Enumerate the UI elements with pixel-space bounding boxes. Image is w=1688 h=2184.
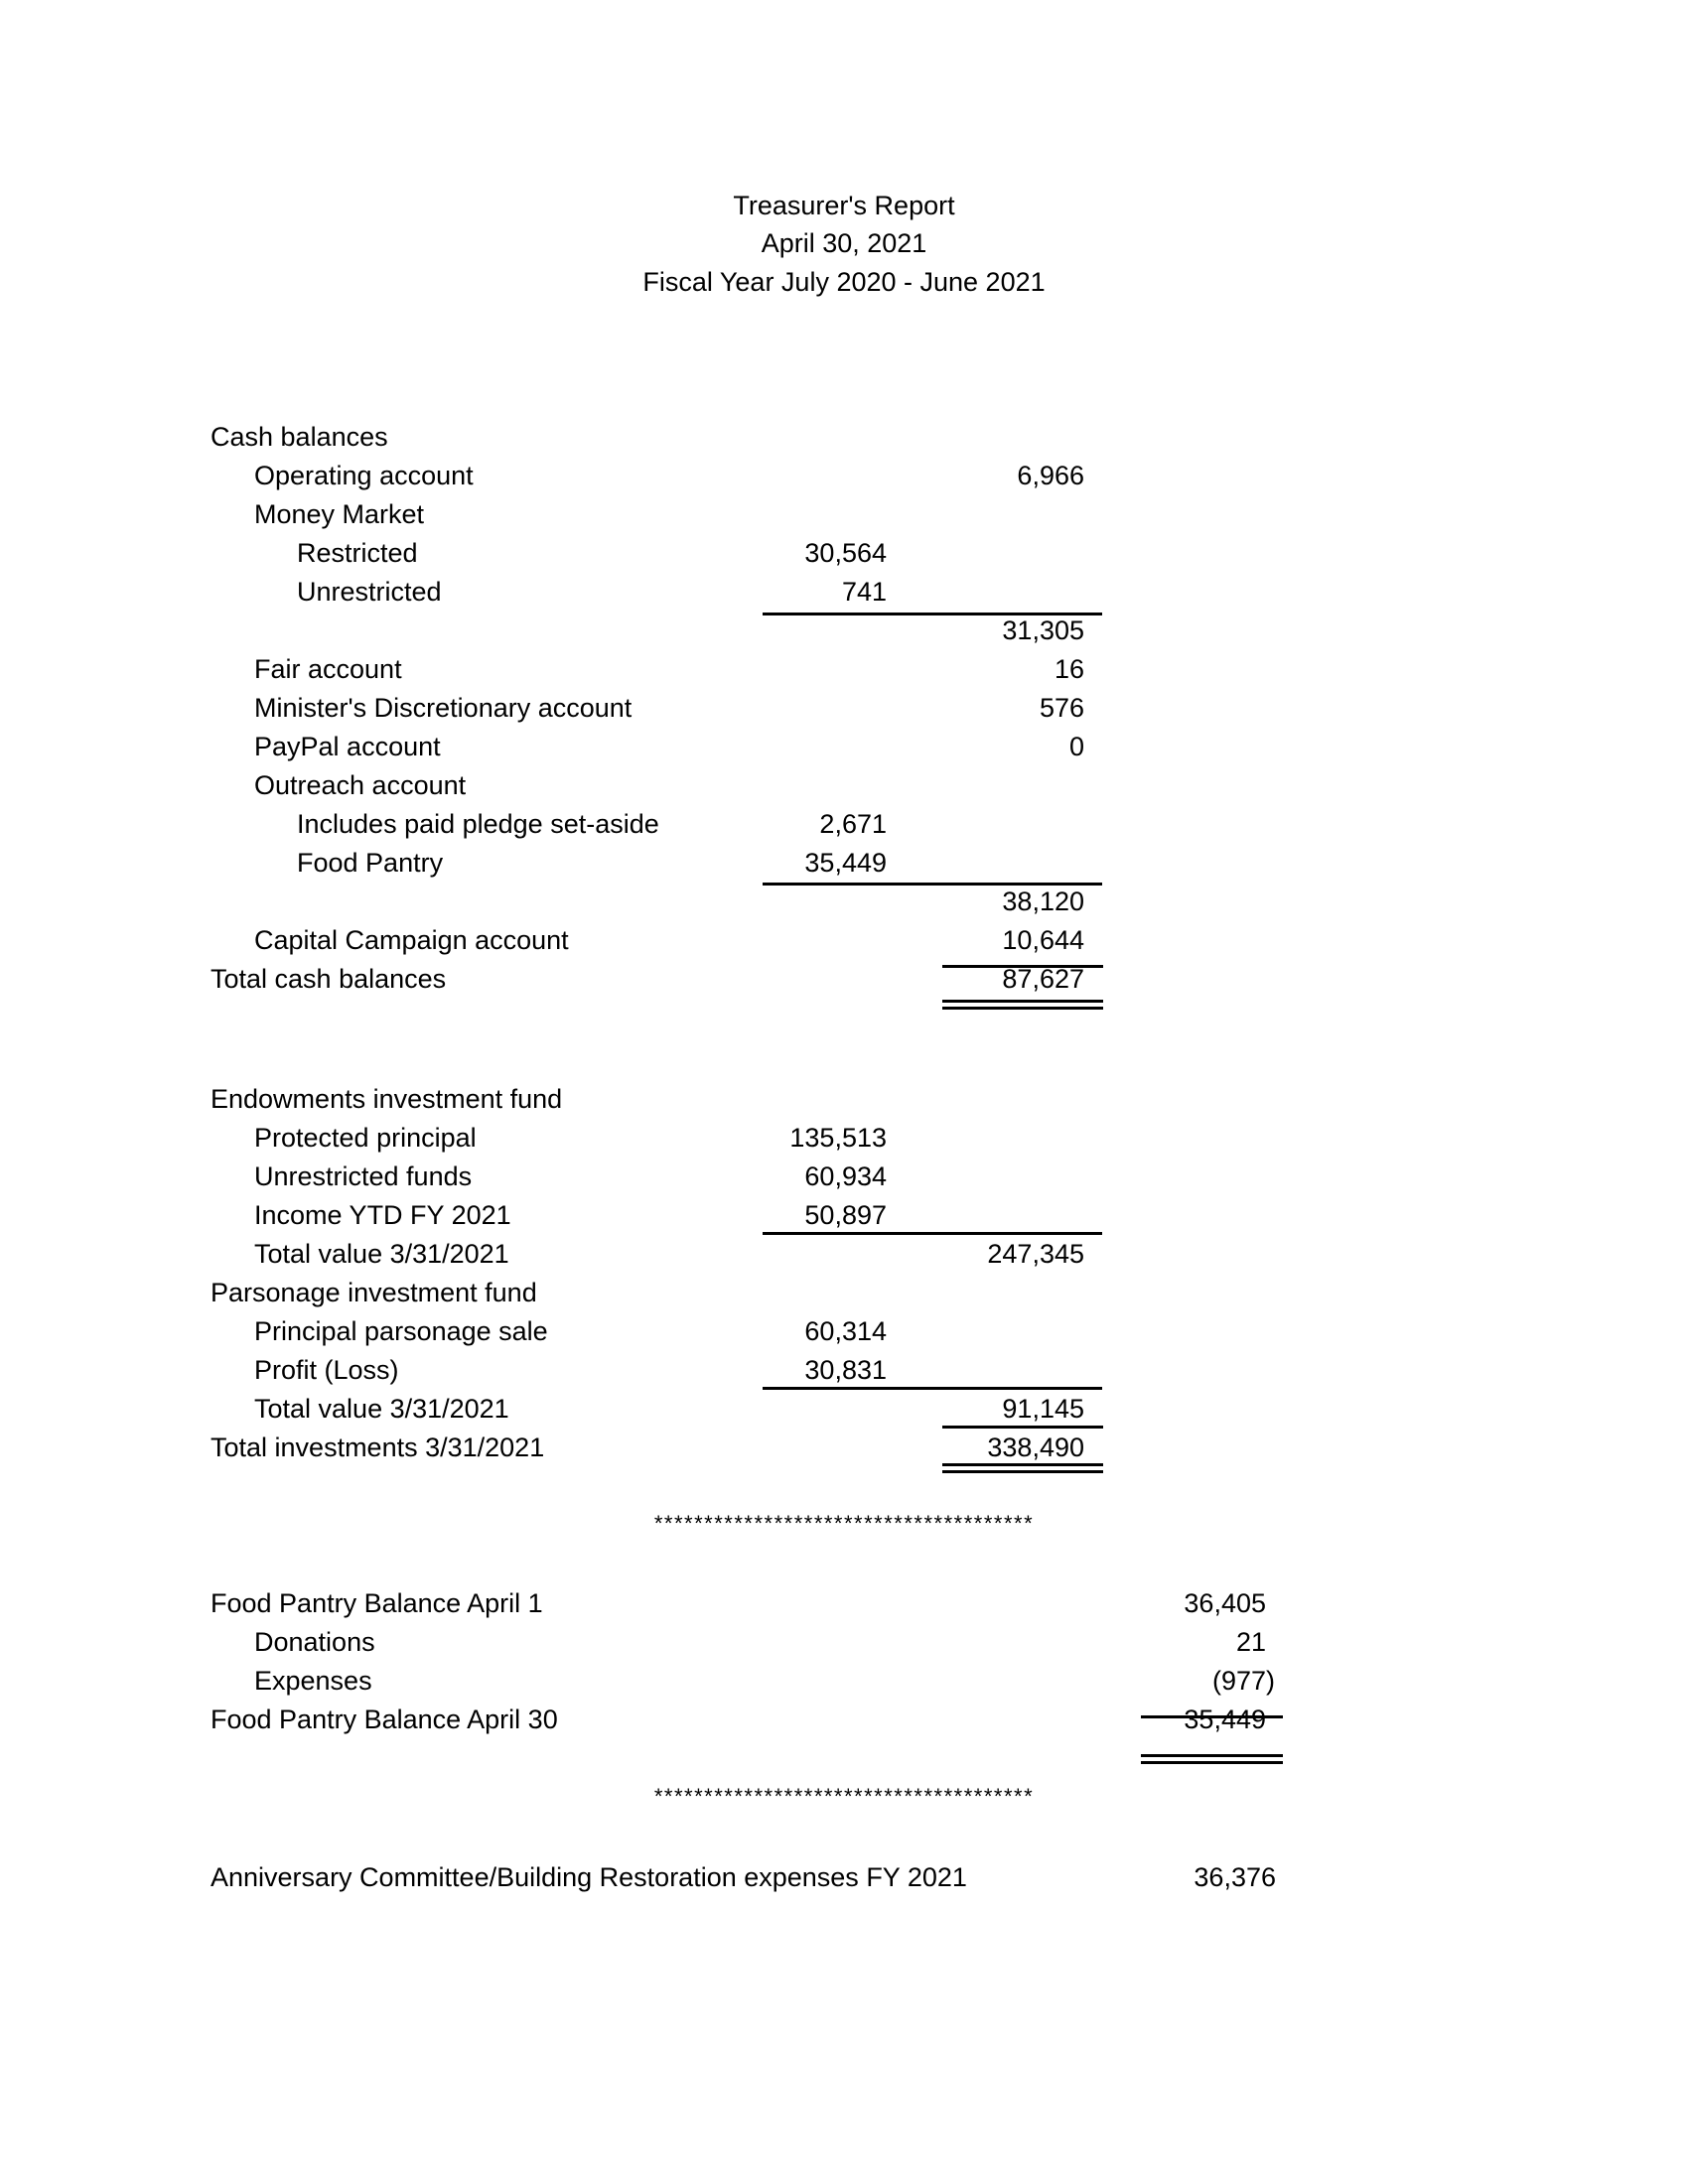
- row-value: 10,644: [1002, 925, 1084, 955]
- table-row: [0, 1584, 1688, 1622]
- double-rule-bottom: [942, 1007, 1103, 1010]
- table-row: [0, 457, 1688, 494]
- parsonage-heading: Parsonage investment fund: [211, 1278, 537, 1307]
- table-row: [0, 1196, 1688, 1234]
- row-label: Food Pantry: [297, 848, 444, 878]
- investments-total: 338,490: [987, 1433, 1084, 1462]
- row-label: Food Pantry Balance April 1: [211, 1588, 543, 1618]
- double-rule-bottom: [942, 1470, 1103, 1473]
- row-label: Capital Campaign account: [254, 925, 569, 955]
- row-value: 36,405: [1184, 1588, 1266, 1618]
- parsonage-total: 91,145: [1002, 1394, 1084, 1424]
- table-row: [0, 1158, 1688, 1195]
- row-value: 741: [841, 577, 887, 607]
- row-label: Principal parsonage sale: [254, 1316, 548, 1346]
- parsonage-heading-row: [0, 1274, 1688, 1311]
- table-row: [0, 844, 1688, 882]
- row-label: Fair account: [254, 654, 402, 684]
- table-row: [0, 1119, 1688, 1157]
- anniversary-row: [0, 1858, 1688, 1896]
- fiscal-year: Fiscal Year July 2020 - June 2021: [642, 267, 1046, 297]
- row-value: 2,671: [819, 809, 887, 839]
- row-value: (977): [1211, 1666, 1275, 1696]
- subtotal-row: [0, 1235, 1688, 1273]
- row-label: Unrestricted funds: [254, 1161, 473, 1191]
- outreach-total: 38,120: [1002, 887, 1084, 916]
- table-row: [0, 1623, 1688, 1661]
- endowments-heading-row: [0, 1080, 1688, 1118]
- row-label: Includes paid pledge set-aside: [297, 809, 659, 839]
- row-label: Operating account: [254, 461, 474, 490]
- row-value: 60,314: [804, 1316, 887, 1346]
- subtotal-row: [0, 1390, 1688, 1428]
- table-row: [0, 689, 1688, 727]
- row-value: 0: [1068, 732, 1084, 761]
- table-row: [0, 495, 1688, 533]
- row-value: 35,449: [804, 848, 887, 878]
- row-value: 135,513: [789, 1123, 887, 1153]
- row-value: 30,831: [804, 1355, 887, 1385]
- separator-stars: **************************************: [653, 1784, 1035, 1809]
- row-label: Minister's Discretionary account: [254, 693, 633, 723]
- row-label: Restricted: [297, 538, 418, 568]
- row-label: Outreach account: [254, 770, 467, 800]
- table-row: [0, 650, 1688, 688]
- cash-total: 87,627: [1002, 964, 1084, 994]
- double-rule-bottom: [1141, 1761, 1283, 1764]
- row-value: 6,966: [1017, 461, 1084, 490]
- total-row: [0, 1429, 1688, 1466]
- double-rule-top: [942, 1000, 1103, 1003]
- report-date: April 30, 2021: [761, 228, 927, 258]
- double-rule-top: [1141, 1754, 1283, 1757]
- row-label: Unrestricted: [297, 577, 442, 607]
- row-value: 16: [1054, 654, 1084, 684]
- total-row: [0, 1701, 1688, 1738]
- cash-heading: Cash balances: [211, 422, 388, 452]
- row-label: Protected principal: [254, 1123, 477, 1153]
- row-label: Profit (Loss): [254, 1355, 399, 1385]
- row-label: Anniversary Committee/Building Restoration expenses FY 2021: [211, 1862, 967, 1892]
- endowments-total: 247,345: [987, 1239, 1084, 1269]
- row-label: Total investments 3/31/2021: [211, 1433, 545, 1462]
- row-label: Food Pantry Balance April 30: [211, 1705, 558, 1734]
- double-rule-top: [942, 1463, 1103, 1466]
- report-title: Treasurer's Report: [733, 191, 955, 220]
- food-pantry-closing: 35,449: [1184, 1705, 1266, 1734]
- row-label: Total cash balances: [211, 964, 447, 994]
- money-market-total: 31,305: [1002, 615, 1084, 645]
- row-label: Expenses: [254, 1666, 372, 1696]
- table-row: [0, 534, 1688, 572]
- row-value: 50,897: [804, 1200, 887, 1230]
- subtotal-row: [0, 883, 1688, 920]
- row-label: Donations: [254, 1627, 375, 1657]
- table-row: [0, 766, 1688, 804]
- row-value: 60,934: [804, 1161, 887, 1191]
- cash-heading-row: [0, 418, 1688, 456]
- row-label: Total value 3/31/2021: [254, 1394, 509, 1424]
- table-row: [0, 805, 1688, 843]
- table-row: [0, 573, 1688, 611]
- row-value: 30,564: [804, 538, 887, 568]
- table-row: [0, 728, 1688, 765]
- row-value: 21: [1235, 1627, 1266, 1657]
- table-row: [0, 1351, 1688, 1389]
- total-row: [0, 960, 1688, 998]
- table-row: [0, 1312, 1688, 1350]
- anniversary-value: 36,376: [1194, 1862, 1276, 1892]
- table-row: [0, 1662, 1688, 1700]
- subtotal-row: [0, 612, 1688, 649]
- row-label: Income YTD FY 2021: [254, 1200, 511, 1230]
- table-row: [0, 921, 1688, 959]
- separator-stars: **************************************: [653, 1511, 1035, 1536]
- row-value: 576: [1039, 693, 1084, 723]
- row-label: PayPal account: [254, 732, 441, 761]
- endowments-heading: Endowments investment fund: [211, 1084, 563, 1114]
- row-label: Money Market: [254, 499, 425, 529]
- row-label: Total value 3/31/2021: [254, 1239, 509, 1269]
